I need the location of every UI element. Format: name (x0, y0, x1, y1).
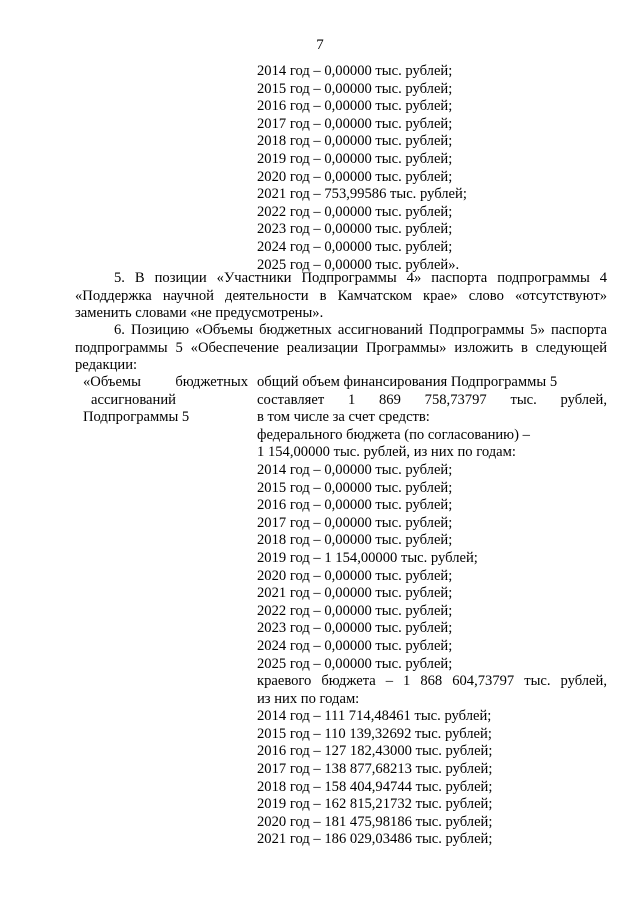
year-line: 2017 год – 0,00000 тыс. рублей; (257, 115, 453, 132)
year-line: 2016 год – 127 182,43000 тыс. рублей; (257, 743, 493, 760)
year-line: 2020 год – 181 475,98186 тыс. рублей; (257, 813, 493, 830)
right-cell-line: из них по годам: (257, 690, 360, 707)
year-line: 2015 год – 0,00000 тыс. рублей; (257, 80, 453, 97)
year-line: 2015 год – 0,00000 тыс. рублей; (257, 479, 453, 496)
year-line: 2015 год – 110 139,32692 тыс. рублей; (257, 725, 492, 742)
year-line: 2019 год – 1 154,00000 тыс. рублей; (257, 549, 478, 566)
page-number: 7 (316, 37, 324, 53)
year-line: 2019 год – 162 815,21732 тыс. рублей; (257, 796, 493, 813)
year-line: 2020 год – 0,00000 тыс. рублей; (257, 567, 453, 584)
year-line: 2016 год – 0,00000 тыс. рублей; (257, 98, 453, 115)
right-cell-line: 1 154,00000 тыс. рублей, из них по годам: (257, 444, 516, 461)
paragraph-5: 5. В позиции «Участники Подпрограммы 4» паспорта подпрограммы 4 «Поддержка научной деятельности в Камчатском крае» слово «отсутствуют» заменить словами «не предусмотрены». (75, 270, 607, 322)
left-cell-line: Подпрограммы 5 (83, 409, 190, 426)
year-line: 2024 год – 0,00000 тыс. рублей; (257, 637, 453, 654)
right-cell-line: федерального бюджета (по согласованию) – (257, 426, 530, 443)
year-line: 2014 год – 111 714,48461 тыс. рублей; (257, 708, 492, 725)
right-cell-line: в том числе за счет средств: (257, 409, 430, 426)
year-line: 2025 год – 0,00000 тыс. рублей». (257, 256, 460, 273)
year-line: 2025 год – 0,00000 тыс. рублей; (257, 655, 453, 672)
left-cell-line: «Объемы бюджетных (83, 374, 248, 390)
year-line: 2017 год – 0,00000 тыс. рублей; (257, 514, 453, 531)
table-left-cell (83, 374, 248, 427)
paragraph-6: 6. Позицию «Объемы бюджетных ассигнований Подпрограммы 5» паспорта подпрограммы 5 «Обеспечение реализации Программы» изложить в следующей редакции: (75, 322, 607, 374)
year-line: 2019 год – 0,00000 тыс. рублей; (257, 150, 453, 167)
year-line: 2022 год – 0,00000 тыс. рублей; (257, 602, 453, 619)
right-cell-line: составляет 1 869 758,73797 тыс. рублей, (257, 391, 607, 408)
year-line: 2021 год – 0,00000 тыс. рублей; (257, 585, 453, 602)
left-cell-line: ассигнований (91, 391, 176, 408)
year-line: 2023 год – 0,00000 тыс. рублей; (257, 221, 453, 238)
year-line: 2018 год – 0,00000 тыс. рублей; (257, 133, 453, 150)
year-line: 2021 год – 186 029,03486 тыс. рублей; (257, 831, 493, 848)
year-line: 2014 год – 0,00000 тыс. рублей; (257, 461, 453, 478)
year-line: 2020 год – 0,00000 тыс. рублей; (257, 168, 453, 185)
table-right-cell (257, 374, 607, 849)
year-line: 2018 год – 0,00000 тыс. рублей; (257, 532, 453, 549)
year-line: 2017 год – 138 877,68213 тыс. рублей; (257, 761, 493, 778)
right-cell-line: общий объем финансирования Подпрограммы 5 (257, 374, 558, 390)
right-cell-line: краевого бюджета – 1 868 604,73797 тыс. рублей, (257, 673, 607, 690)
year-line: 2022 год – 0,00000 тыс. рублей; (257, 203, 453, 220)
year-line: 2018 год – 158 404,94744 тыс. рублей; (257, 778, 493, 795)
top-years-list (257, 63, 607, 274)
year-line: 2016 год – 0,00000 тыс. рублей; (257, 497, 453, 514)
year-line: 2021 год – 753,99586 тыс. рублей; (257, 186, 467, 203)
year-line: 2024 год – 0,00000 тыс. рублей; (257, 238, 453, 255)
year-line: 2023 год – 0,00000 тыс. рублей; (257, 620, 453, 637)
year-line: 2014 год – 0,00000 тыс. рублей; (257, 63, 453, 79)
